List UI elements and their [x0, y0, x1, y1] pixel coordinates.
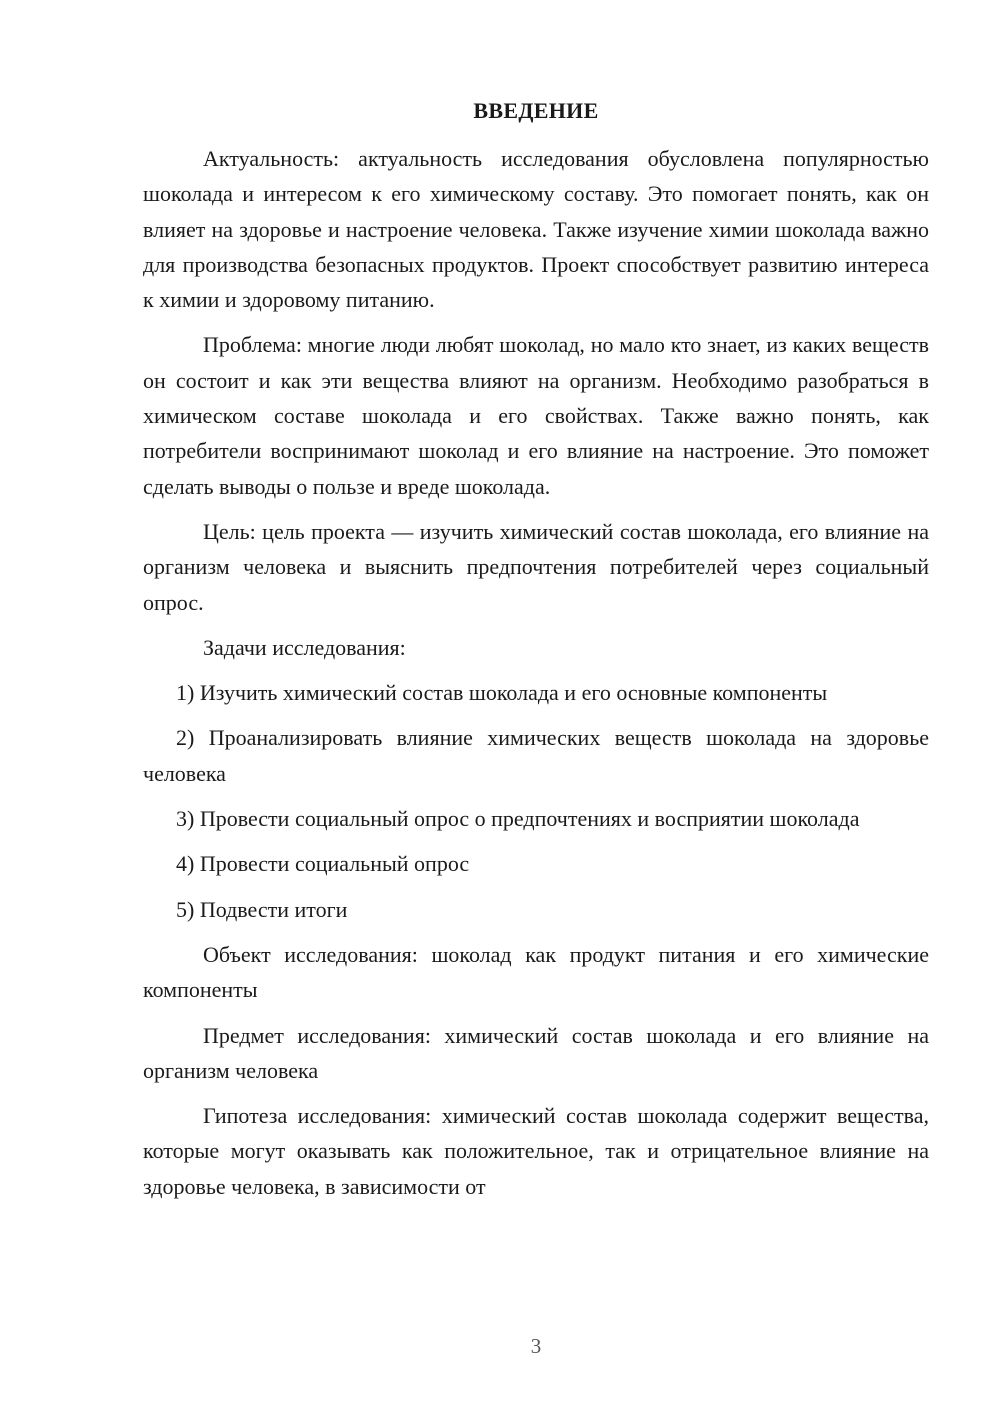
task-item-2: 2) Проанализировать влияние химических веществ шоколада на здоровье человека — [143, 725, 929, 786]
paragraph-subject: Предмет исследования: химический состав шоколада и его влияние на организм человека — [143, 1022, 929, 1083]
task-item-3: 3) Провести социальный опрос о предпочтениях и восприятии шоколада — [176, 806, 860, 832]
paragraph-hypothesis: Гипотеза исследования: химический состав шоколада содержит вещества, которые могут оказывать как положительное, так и отрицательное влияние на здоровье человека, в зависимости от — [143, 1103, 929, 1199]
paragraph-tasks-heading: Задачи исследования: — [203, 634, 406, 660]
paragraph-object: Объект исследования: шоколад как продукт питания и его химические компоненты — [143, 941, 929, 1003]
document-body — [143, 141, 929, 1214]
task-item-5: 5) Подвести итоги — [176, 896, 348, 922]
paragraph-goal: Цель: цель проекта — изучить химический состав шоколада, его влияние на организм человека и выяснить предпочтения потребителей через социальный опрос. — [143, 518, 929, 615]
document-page — [143, 0, 929, 1414]
task-item-4: 4) Провести социальный опрос — [176, 851, 470, 877]
paragraph-relevance: Актуальность: актуальность исследования обусловлена популярностью шоколада и интересом к его химическому составу. Это помогает понять, как он влияет на здоровье и настроение человека. Также изучение химии шоколада важно для производства безопасных продуктов. Проект способствует развитию интереса к химии и здоровому питанию. — [143, 146, 929, 313]
paragraph-problem: Проблема: многие люди любят шоколад, но мало кто знает, из каких веществ он состоит и как эти вещества влияют на организм. Необходимо разобраться в химическом составе шоколада и его свойствах. Также важно понять, как потребители воспринимают шоколад и его влияние на настроение. Это поможет сделать выводы о пользе и вреде шоколада. — [143, 332, 929, 499]
page-number: 3 — [530, 1334, 542, 1358]
task-item-1: 1) Изучить химический состав шоколада и его основные компоненты — [176, 680, 828, 706]
section-heading: ВВЕДЕНИЕ — [473, 98, 599, 123]
